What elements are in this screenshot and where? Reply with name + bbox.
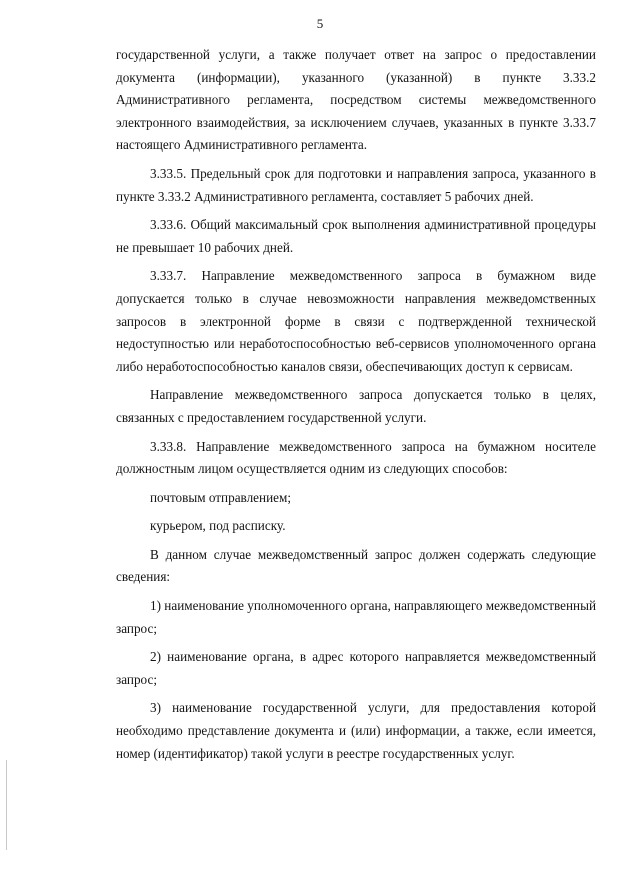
page-number: 5	[316, 16, 324, 31]
list-item-postal: почтовым отправлением;	[150, 489, 292, 505]
paragraph-3-33-8: 3.33.8. Направление межведомственного запроса на бумажном носителе должностным лицом осуществляется одним из следующих способов:	[116, 438, 596, 477]
list-item-courier: курьером, под расписку.	[150, 518, 286, 534]
scan-edge-mark	[6, 760, 7, 850]
list-item-3: 3) наименование государственной услуги, для предоставления которой необходимо представление документа и (или) информации, а также, если имеется, номер (идентификатор) такой услуги в реестре государственных услуг.	[116, 700, 596, 761]
paragraph-3-33-5: 3.33.5. Предельный срок для подготовки и направления запроса, указанного в пункте 3.33.2 Административного регламента, составляет 5 рабочих дней.	[116, 165, 596, 204]
paragraph-purpose: Направление межведомственного запроса допускается только в целях, связанных с предоставлением государственной услуги.	[116, 387, 596, 425]
paragraph-3-33-7: 3.33.7. Направление межведомственного запроса в бумажном виде допускается только в случае невозможности направления межведомственных запросов в электронной форме в связи с подтвержденной технической недоступностью или неработоспособностью веб-сервисов уполномоченного органа либо неработоспособностью каналов связи, обеспечивающих доступ к сервисам.	[116, 268, 596, 374]
paragraph-continuation: государственной услуги, а также получает ответ на запрос о предоставлении документа (информации), указанного (указанной) в пункте 3.33.2 Административного регламента, посредством системы межведомственного электронного взаимодействия, за исключением случаев, указанных в пункте 3.33.7 настоящего Административного регламента.	[116, 47, 596, 153]
paragraph-3-33-6: 3.33.6. Общий максимальный срок выполнения административной процедуры не превышает 10 рабочих дней.	[116, 217, 596, 255]
list-item-2: 2) наименование органа, в адрес которого направляется межведомственный запрос;	[116, 649, 596, 687]
document-body	[116, 44, 596, 765]
list-item-1: 1) наименование уполномоченного органа, направляющего межведомственный запрос;	[116, 598, 596, 636]
paragraph-request-content: В данном случае межведомственный запрос должен содержать следующие сведения:	[116, 546, 596, 585]
